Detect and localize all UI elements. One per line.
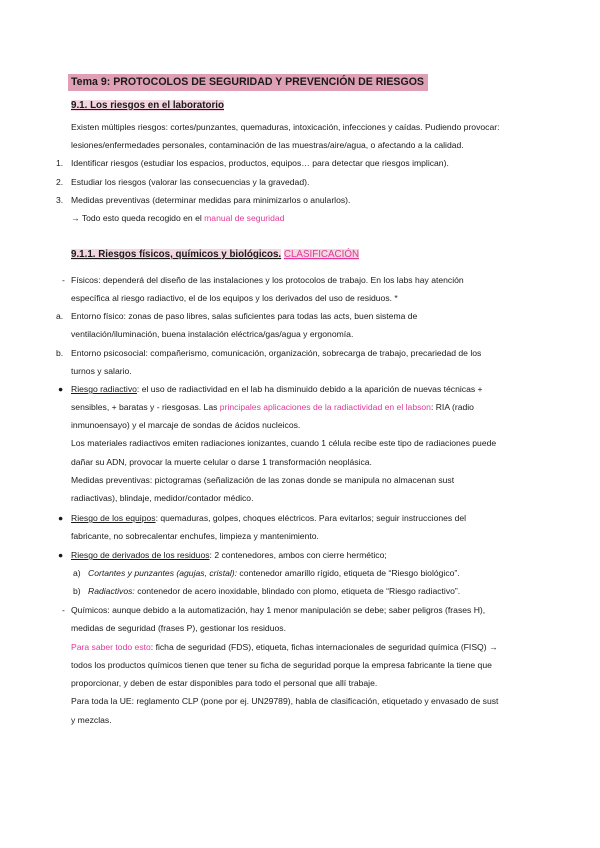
paragraph-line: Químicos: aunque debido a la automatización, hay 1 menor manipulación se debe; saber peligros (frases H), [71,605,486,615]
section-heading-text: 9.1. Los riesgos en el laboratorio [71,100,224,111]
list-item: Identificar riesgos (estudiar los espacios, productos, equipos… para detectar que riesgos implican). [71,158,449,168]
waste-type: Radiactivos: [88,586,135,596]
risk-text: sensibles, + baratas y - riesgosas. Las [71,402,220,412]
list-item: Estudiar los riesgos (valorar las consecuencias y la gravedad). [71,177,310,187]
paragraph-line: específica al riesgo radiactivo, el de los equipos y los derivados del uso de residuos. * [71,293,398,303]
risk-colon: : [136,384,140,394]
waste-text: contenedor amarillo rígido, etiqueta de “Riesgo biológico”. [237,568,460,578]
paragraph-line: todos los productos químicos tienen que tener su ficha de seguridad porque la empresa fabricante la tiene que [71,660,492,670]
paragraph-line: proporcionar, y deben de estar disponibles para todo el personal que allí trabaje. [71,678,378,688]
highlight-text: principales aplicaciones de la radiactividad en el labson [219,402,431,412]
paragraph-text: : ficha de seguridad (FDS), etiqueta, fichas internacionales de seguridad química (FISQ) → [150,642,498,652]
page-title: Tema 9: PROTOCOLOS DE SEGURIDAD Y PREVENCIÓN DE RIESGOS [68,74,428,91]
paragraph-line: Medidas preventivas: pictogramas (señalización de las zonas donde se manipula no almacenan sust [71,475,455,485]
list-item: Medidas preventivas (determinar medidas para minimizarlos o anularlos). [71,195,351,205]
risk-text: el uso de radiactividad en el lab ha disminuido debido a la aparición de nuevas técnicas + [139,384,483,394]
classification-tag: CLASIFICACIÓN [283,249,360,260]
risk-text: : RIA (radio [430,402,474,412]
paragraph-line: Existen múltiples riesgos: cortes/punzantes, quemaduras, intoxicación, infecciones y caídas. Pudiendo provocar: [71,122,500,132]
paragraph-line [88,585,460,597]
risk-label: Riesgo radiactivo [71,384,137,394]
risk-text: : 2 contenedores, ambos con cierre hermético; [209,550,387,560]
risk-text: : quemaduras, golpes, choques eléctricos. Para evitarlos; seguir instrucciones del [155,513,467,523]
bullet-icon: ● [58,513,64,523]
paragraph-line: ventilación/iluminación, buena instalación eléctrica/gas/agua y ergonomía. [71,329,354,339]
manual-prefix: → Todo esto queda recogido en el [71,213,205,223]
paragraph-line: turnos y salario. [71,366,132,376]
manual-link: manual de seguridad [204,213,285,223]
dash-marker: - [62,605,65,615]
paragraph-line [71,641,498,653]
section-heading-text: 9.1.1. Riesgos físicos, químicos y biológicos. [71,249,282,260]
paragraph-line: Físicos: dependerá del diseño de las instalaciones y los protocolos de trabajo. En los labs hay atención [71,275,464,285]
list-letter: a) [73,568,81,578]
paragraph-line: lesiones/enfermedades personales, contaminación de las muestras/aire/agua, o afectando a la calidad. [71,140,464,150]
paragraph-line [71,383,483,395]
paragraph-line: fabricante, no sobrecalentar enchufes, limpieza y mantenimiento. [71,531,319,541]
section-heading-9-1-1 [71,249,359,260]
paragraph-line: radiactivas), blindaje, medidor/contador médico. [71,493,254,503]
list-number: 1. [56,158,64,168]
paragraph-line: dañar su ADN, provocar la muerte celular o darse 1 transformación neoplásica. [71,457,372,467]
waste-type: Cortantes y punzantes (agujas, cristal): [88,568,238,578]
bullet-icon: ● [58,384,64,394]
paragraph-line [71,401,474,413]
list-number: 3. [56,195,64,205]
bullet-icon: ● [58,550,64,560]
list-number: 2. [56,177,64,187]
waste-text: contenedor de acero inoxidable, blindado con plomo, etiqueta de “Riesgo radiactivo”. [134,586,461,596]
paragraph-line: Entorno físico: zonas de paso libres, salas suficientes para todas las acts, buen sistema de [71,311,418,321]
paragraph-line: Entorno psicosocial: compañerismo, comunicación, organización, sobrecarga de trabajo, precariedad de los [71,348,482,358]
list-letter: a. [56,311,64,321]
list-letter: b) [73,586,81,596]
highlight-text: Para saber todo esto [71,642,151,652]
section-heading-9-1 [71,100,224,111]
paragraph-line: medidas de seguridad (frases P), gestionar los residuos. [71,623,286,633]
paragraph-line [71,512,466,524]
paragraph-line: Los materiales radiactivos emiten radiaciones ionizantes, cuando 1 célula recibe este tipo de radiaciones puede [71,438,497,448]
dash-marker: - [62,275,65,285]
paragraph-line: inmunoensayo) y el marcaje de sondas de ácidos nucleicos. [71,420,301,430]
list-letter: b. [56,348,64,358]
paragraph-line: y mezclas. [71,715,112,725]
risk-label: Riesgo de derivados de los residuos [71,550,210,560]
paragraph-line [88,567,460,579]
paragraph-line: Para toda la UE: reglamento CLP (pone por ej. UN29789), habla de clasificación, etiquetado y envasado de sust [71,696,499,706]
paragraph-line [71,549,387,561]
risk-label: Riesgo de los equipos [71,513,156,523]
manual-note [71,212,284,224]
